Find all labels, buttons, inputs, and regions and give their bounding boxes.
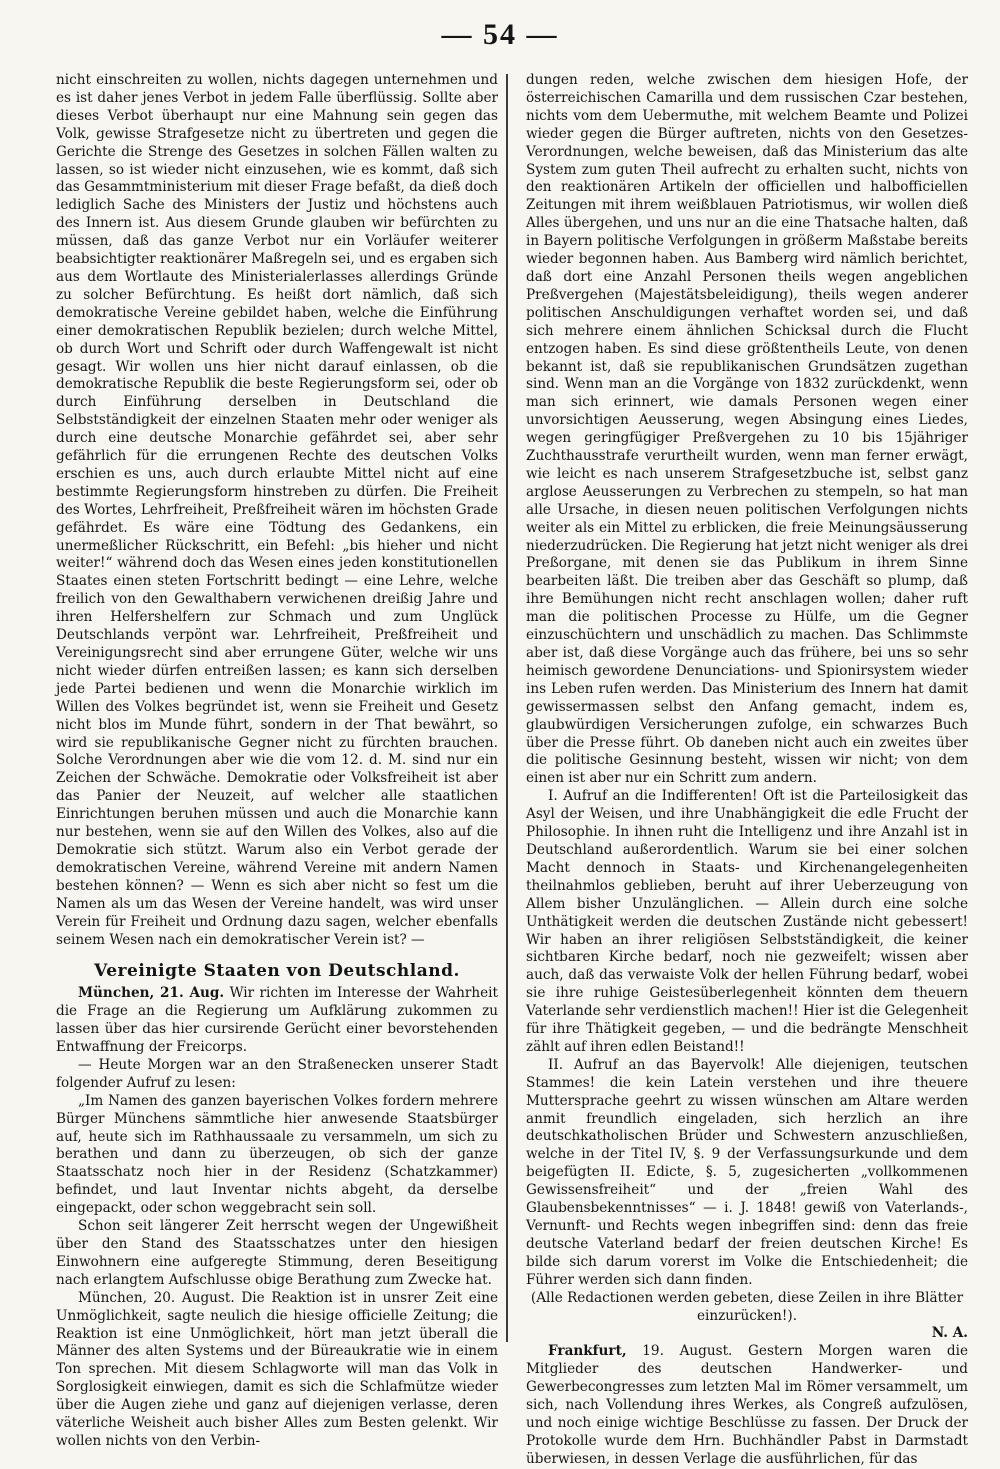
right-paragraph-3: II. Aufruf an das Bayervolk! Alle diejenigen, teutschen Stammes! die kein Latein verstehen und ihre theuere Muttersprache geehrt zu wissen wünschen am Altare werden anmit freundlich eingeladen, sich herzlich an ihre deutschkatholischen Brüder und Schwestern anzuschließen, welche in der Titel IV, §. 9 der Verfassungsurkunde und dem beigefügten II. Edicte, §. 5, zugesicherten „vollkommenen Gewissensfreiheit“ und der „freien Wahl des Glaubensbekenntnisses“ — i. J. 1848! gewiß von Vaterlands-, Vernunft- und Rechts wegen inbegriffen sind: denn das freie deutsche Vaterland bedarf der freien deutschen Kirche! Es bilde sich darum vorerst im Volke die Entschiedenheit; die Führer werden sich dann finden. bbox=[526, 1056, 968, 1288]
left-paragraph-1: nicht einschreiten zu wollen, nichts dagegen unternehmen und es ist daher jenes Verbot in jedem Falle überflüssig. Sollte aber dieses Verbot überhaupt nur eine Mahnung sein gegen das Volk, gewisse Strafgesetze nicht zu übertreten und gegen die Gerichte die Strenge des Gesetzes in solchen Fällen walten zu lassen, so ist wieder nicht einzusehen, wie es kommt, daß sich das Gesammtministerium mit dieser Frage befaßt, da dieß doch lediglich Sache des Ministers der Justiz und höchstens auch des Innern ist. Aus diesem Grunde glauben wir befürchten zu müssen, daß das ganze Verbot nur ein Vorläufer weiterer beabsichtigter reaktionärer Maßregeln sei, und es ergaben sich aus dem Wortlaute des Ministerialerlasses allerdings Gründe zu solcher Befürchtung. Es heißt dort nämlich, daß sich demokratische Vereine gebildet haben, welche die Einführung einer demokratischen Republik bezielen; durch welche Mittel, ob durch Wort und Schrift oder durch Waffengewalt ist nicht gesagt. Wir wollen uns hier nicht darauf einlassen, ob die demokratische Republik die beste Regierungsform sei, oder ob durch Einführung derselben in Deutschland die Selbstständigkeit der einzelnen Staaten mehr oder weniger als durch eine deutsche Monarchie gefährdet sei, aber sehr gefährlich für die errungenen Rechte des deutschen Volks erschien es uns, auch durch erlaubte Mittel nicht auf eine bestimmte Regierungsform hinstreben zu dürfen. Die Freiheit des Wortes, Lehrfreiheit, Preßfreiheit wären im höchsten Grade gefährdet. Es wäre eine Tödtung des Gedankens, ein unermeßlicher Rückschritt, ein Befehl: „bis hieher und nicht weiter!“ während doch das Wesen eines jeden konstitutionellen Staates einen steten Fortschritt bedingt — eine Lehre, welche freilich von den Gewalthabern verwichenen dreißig Jahre und ihren Helfershelfern zur Schmach und zum Unglück Deutschlands verpönt war. Lehrfreiheit, Preßfreiheit und Vereinigungsrecht sind aber errungene Güter, welche wir uns nicht wieder dürfen entreißen lassen; es kann sich derselben jede Partei bedienen und wenn die Monarchie wirklich im Willen des Volkes begründet ist, wenn sie Freiheit und Gesetz nicht blos im Munde führt, sondern in der That bewährt, so wird sie republikanische Gegner nicht zu fürchten brauchen. Solche Verordnungen aber wie die vom 12. d. M. sind nur ein Zeichen der Schwäche. Demokratie oder Volksfreiheit ist aber das Panier der Neuzeit, auf welcher alle staatlichen Einrichtungen beruhen müssen und auch die Monarchie kann nur bestehen, wenn sie auf den Willen des Volkes, also auf die Demokratie sich stützt. Warum also ein Verbot gerade der demokratischen Vereine, während Vereine mit andern Namen bestehen können? — Wenn es sich aber nicht so fest um die Namen als um das Wesen der Vereine handelt, was wird unser Verein für Freiheit und Ordnung dazu sagen, welcher ebenfalls seinem Wesen nach ein demokratischer Verein ist? — bbox=[56, 72, 499, 948]
right-paragraph-2: I. Aufruf an die Indifferenten! Oft ist die Parteilosigkeit das Asyl der Weisen, und ihre Unabhängigkeit die edle Frucht der Philosophie. In ihnen ruht die Intelligenz und ihre Anzahl ist in Deutschland außerordentlich. Warum sie bei einer solchen Macht dennoch in Staats- und Kirchenangelegenheiten theilnahmlos geblieben, beruht auf ihrer Ueberzeugung von Allem bisher Unzulänglichen. — Allein durch eine solche Unthätigkeit werden die deutschen Zustände nicht gebessert! Wir haben an ihrer religiösen Selbstständigkeit, die keiner sichtbaren Kirche bedarf, noch nie gezweifelt; wissen aber auch, daß das verwaiste Volk der hellen Führung bedarf, wobei sie ihre ruhige Geistesüberlegenheit könnten dem theuern Vaterlande sehr verdienstlich machen!! Hier ist die Gelegenheit für ihre Thätigkeit gegeben, — und die bedrängte Menschheit zählt auf ihren edlen Beistand!! bbox=[526, 788, 968, 1055]
page-number: — 54 — bbox=[441, 18, 559, 51]
page-header bbox=[0, 18, 1000, 68]
article-columns bbox=[56, 72, 968, 1467]
left-paragraph-6: München, 20. August. Die Reaktion ist in unsrer Zeit eine Unmöglichkeit, sagte neulich die hiesige officielle Zeitung; die Reaktion ist eine Unmöglichkeit, hört man jetzt überall die Männer des alten Systems und der Büreaukratie wie in einem Ton sprechen. Mit diesem Schlagworte will man das Volk in Sorglosigkeit einwiegen, damit es sich die Schlafmütze wieder über die Augen ziehe und ganz auf diejenigen verlasse, deren väterliche Weisheit auch bisher Alles zum Besten gelenkt. Wir wollen nichts von den Verbin- bbox=[56, 1289, 498, 1449]
right-column bbox=[526, 72, 968, 1467]
right-paragraph-1: dungen reden, welche zwischen dem hiesigen Hofe, der österreichischen Camarilla und dem russischen Czar bestehen, nichts vom dem Uebermuthe, mit welchem Beamte und Polizei wieder gegen die Bürger auftreten, nichts von den Gesetzes-Verordnungen, welche beweisen, daß das Ministerium das alte System zum guten Theil aufrecht zu erhalten sucht, nichts von den reaktionären Artikeln der officiellen und halbofficiellen Zeitungen mit ihrem weißblauen Patriotismus, wir wollen dieß Alles übergehen, und uns nur an die eine Thatsache halten, daß in Bayern politische Verfolgungen in größerm Maßstabe bereits wieder begonnen haben. Aus Bamberg wird nämlich berichtet, daß dort eine Anzahl Personen theils wegen angeblichen Preßvergehen (Majestätsbeleidigung), theils wegen anderer politischen Anschuldigungen verhaftet worden sei, und daß sich mehrere einem ähnlichen Schicksal durch die Flucht entzogen haben. Es sind diese größtentheils Leute, von denen bekannt ist, daß sie republikanischen Grundsätzen zugethan sind. Wenn man an die Vorgänge von 1832 zurückdenkt, wenn man sich erinnert, wie damals Personen wegen einer unvorsichtigen Aeusserung, wegen Absingung eines Liedes, wegen geringfügiger Preßvergehen zu 10 bis 15jähriger Zuchthausstrafe verurtheilt wurden, wenn man ferner erwägt, wie leicht es nach unserem Strafgesetzbuche ist, selbst ganz arglose Aeusserungen zu Verbrechen zu stempeln, so hat man alle Ursache, in diesen neuen politischen Verfolgungen nichts weiter als ein Mittel zu erblicken, die freie Meinungsäusserung niederzudrücken. Die Regierung hat jetzt nicht weniger als drei Preßorgane, mit denen sie das Publikum in ihrem Sinne bearbeiten läßt. Die treiben aber das Geschäft so plump, daß ihre Bemühungen nicht recht anschlagen wollen; daher ruft man die politischen Processe zu Hülfe, um die Gegner einzuschüchtern und unschädlich zu machen. Das Schlimmste aber ist, daß diese Vorgänge auch das frühere, bei uns so sehr heimisch gewordene Denunciations- und Spionirsystem wieder ins Leben rufen werden. Das Ministerium des Innern hat damit gewissermassen selbst den Anfang gemacht, indem es, glaubwürdigen Versicherungen zufolge, ein schwarzes Buch über die Presse führt. Ob daneben nicht auch ein zweites über die politische Gesinnung besteht, wissen wir nicht; von dem einen ist aber nur ein Schritt zum andern. bbox=[526, 72, 968, 787]
left-paragraph-2-text: Wir richten im Interesse der Wahrheit die Frage an die Regierung um Aufklärung zukommen zu lassen über das hier cursirende Gerücht einer bevorstehenden Entwaffnung der Freicorps. bbox=[56, 985, 498, 1056]
right-paragraph-4 bbox=[526, 1343, 968, 1468]
signature: N. A. bbox=[931, 1325, 968, 1342]
left-paragraph-5: Schon seit längerer Zeit herrscht wegen der Ungewißheit über den Stand des Staatsschatzes unter den hiesigen Einwohnern eine aufgeregte Stimmung, deren Beseitigung nach erlangtem Aufschlusse obige Berathung zum Zwecke hat. bbox=[56, 1218, 498, 1288]
dateline-frankfurt: Frankfurt, bbox=[548, 1343, 627, 1360]
left-paragraph-3: — Heute Morgen war an den Straßenecken unserer Stadt folgender Aufruf zu lesen: bbox=[56, 1056, 498, 1091]
left-paragraph-4: „Im Namen des ganzen bayerischen Volkes fordern mehrere Bürger Münchens sämmtliche hier anwesende Staatsbürger auf, heute sich im Rathhaussaale zu versammeln, um sich zu berathen und dann zu überzeugen, ob sich der ganze Staatsschatz noch hier in der Residenz (Schatzkammer) befindet, und laut Inventar nichts abgeht, da derselbe eingepackt, oder schon weggebracht sein soll. bbox=[56, 1092, 498, 1217]
redaction-note: (Alle Redactionen werden gebeten, diese Zeilen in ihre Blätter einzurücken!). bbox=[530, 1289, 964, 1324]
section-heading: Vereinigte Staaten von Deutschland. bbox=[94, 961, 460, 982]
left-column bbox=[56, 72, 499, 1449]
dateline-muenchen: München, 21. Aug. bbox=[78, 985, 225, 1002]
right-paragraph-4-text: 19. August. Gestern Morgen waren die Mitglieder des deutschen Handwerker- und Gewerbecongresses zum letzten Mal im Römer versammelt, um sich, nach Vollendung ihres Werkes, als Congreß aufzulösen, und noch einige wichtige Beschlüsse zu fassen. Der Druck der Protokolle wurde dem Hrn. Buchhändler Pabst in Darmstadt überwiesen, in dessen Verlage die ausführlichen, für das bbox=[526, 1343, 968, 1467]
left-paragraph-2 bbox=[56, 985, 498, 1057]
